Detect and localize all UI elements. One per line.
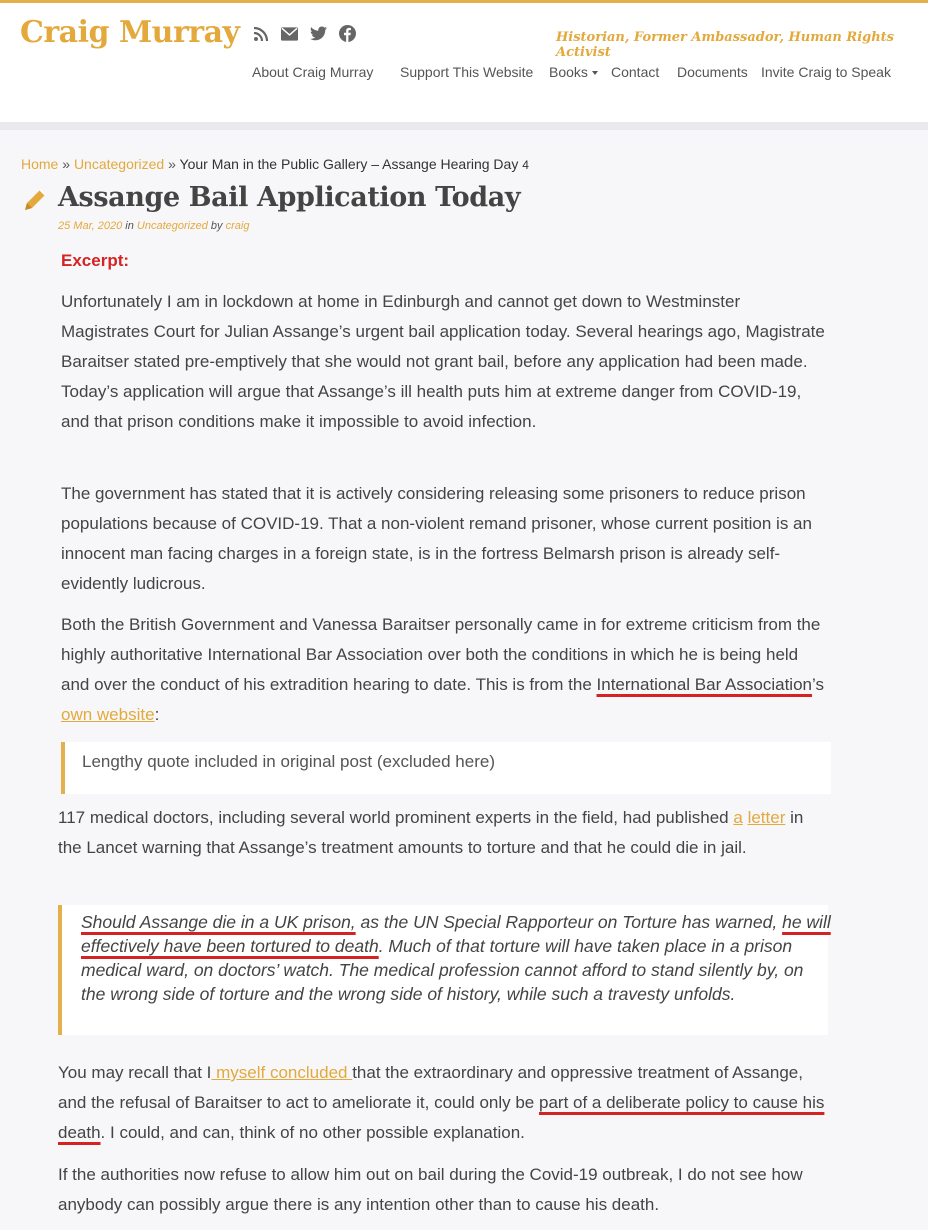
- paragraph-4-text: 117 medical doctors, including several world prominent experts in the field, had published: [58, 808, 729, 827]
- nav-books[interactable]: [549, 64, 598, 80]
- highlighted-phrase: part of a deliberate policy to cause his death: [58, 1093, 825, 1142]
- lancet-letter-link[interactable]: letter: [747, 808, 786, 827]
- blockquote-lancet-text: [81, 910, 831, 1006]
- nav-books-label: Books: [549, 64, 588, 80]
- envelope-icon[interactable]: [281, 25, 298, 42]
- breadcrumb-separator: »: [62, 156, 71, 172]
- paragraph-4: [58, 803, 828, 863]
- site-header: [0, 0, 928, 122]
- post-category[interactable]: Uncategorized: [136, 220, 208, 232]
- site-title[interactable]: Craig Murray: [20, 15, 240, 50]
- breadcrumb-home[interactable]: Home: [21, 156, 59, 172]
- paragraph-1: Unfortunately I am in lockdown at home in Edinburgh and cannot get down to Westminster Magistrates Court for Julian Assange’s urgent bail application today. Several hearings ago, Magistrate Baraitser stated pre-emptively that she would not grant bail, before any application had been made. Today’s application will argue that Assange’s ill health puts him at extreme danger from COVID-19, and that prison conditions make it impossible to avoid infection.: [61, 292, 825, 431]
- lancet-letter-link[interactable]: a: [733, 808, 743, 827]
- paragraph-3-suffix: ’s: [811, 675, 824, 694]
- post-title: Assange Bail Application Today: [58, 182, 521, 213]
- paragraph-3-colon: :: [154, 705, 160, 724]
- header-divider: [0, 122, 928, 130]
- post-date[interactable]: 25 Mar, 2020: [58, 220, 123, 232]
- twitter-icon[interactable]: [310, 25, 327, 42]
- blockquote-lancet: [58, 905, 831, 1035]
- breadcrumb-category[interactable]: Uncategorized: [73, 156, 165, 172]
- paragraph-5-text-mid: that the extraordinary and oppressive treatment of Assange, and the refusal of Baraitser to act to ameliorate it, could only be: [58, 1063, 803, 1112]
- nav-contact[interactable]: Contact: [611, 64, 660, 80]
- paragraph-2: The government has stated that it is actively considering releasing some prisoners to reduce prison populations because of COVID-19. That a non-violent remand prisoner, whose current position is an innocent man facing charges in a foreign state, is in the fortress Belmarsh prison is already self-evidently ludicrous.: [61, 484, 812, 593]
- paragraph-5-text: You may recall that I: [58, 1063, 212, 1082]
- blockquote-text: Lengthy quote included in original post (excluded here): [82, 752, 495, 771]
- highlighted-phrase: International Bar Association: [596, 675, 812, 694]
- post-by-text: by: [210, 220, 223, 232]
- paragraph-3-text: Both the British Government and Vanessa Baraitser personally came in for extreme criticism from the highly authoritative International Bar Association over both the conditions in which he is being held and over the conduct of his extradition hearing to date. This is from the: [61, 615, 821, 694]
- paragraph-5-text-end: . I could, and can, think of no other possible explanation.: [100, 1123, 525, 1142]
- chevron-down-icon: [592, 71, 598, 75]
- nav-about[interactable]: About Craig Murray: [252, 64, 374, 80]
- post-in-text: in: [125, 220, 134, 232]
- nav-support[interactable]: Support This Website: [400, 64, 534, 80]
- nav-invite[interactable]: Invite Craig to Speak: [761, 64, 891, 80]
- excerpt-label: Excerpt:: [61, 251, 130, 270]
- paragraph-3: [61, 610, 831, 730]
- paragraph-5: [58, 1058, 828, 1148]
- breadcrumb-separator: »: [168, 156, 176, 172]
- facebook-icon[interactable]: [339, 25, 356, 42]
- blockquote-excluded: [61, 742, 831, 794]
- own-website-link[interactable]: own website: [61, 705, 155, 724]
- nav-documents[interactable]: Documents: [677, 64, 748, 80]
- highlighted-phrase: he will effectively have been tortured to death: [81, 912, 831, 956]
- blockquote-text: . Much of that torture will have taken place in a prison medical ward, on doctors’ watch. The medical profession cannot afford to stand silently by, on the wrong side of torture and the wrong side of history, while such a travesty unfolds.: [81, 936, 804, 1004]
- breadcrumb: [21, 156, 529, 172]
- paragraph-6: If the authorities now refuse to allow him out on bail during the Covid-19 outbreak, I do not see how anybody can possibly argue there is any intention other than to cause his death.: [58, 1165, 803, 1214]
- social-links: [252, 25, 356, 42]
- paragraph-4-text-end: in the Lancet warning that Assange’s treatment amounts to torture and that he could die in jail.: [58, 808, 804, 857]
- post-author[interactable]: craig: [225, 220, 250, 232]
- post-meta: [58, 220, 249, 232]
- blockquote-text: as the UN Special Rapporteur on Torture has warned,: [360, 912, 778, 932]
- site-tagline: Historian, Former Ambassador, Human Rights Activist: [556, 30, 894, 60]
- highlighted-phrase: Should Assange die in a UK prison,: [81, 912, 356, 932]
- pencil-icon: [21, 186, 49, 214]
- breadcrumb-number: 4: [522, 158, 529, 172]
- rss-icon[interactable]: [252, 25, 269, 42]
- myself-concluded-link[interactable]: myself concluded: [211, 1063, 353, 1082]
- breadcrumb-current: Your Man in the Public Gallery – Assange Hearing Day: [179, 156, 519, 172]
